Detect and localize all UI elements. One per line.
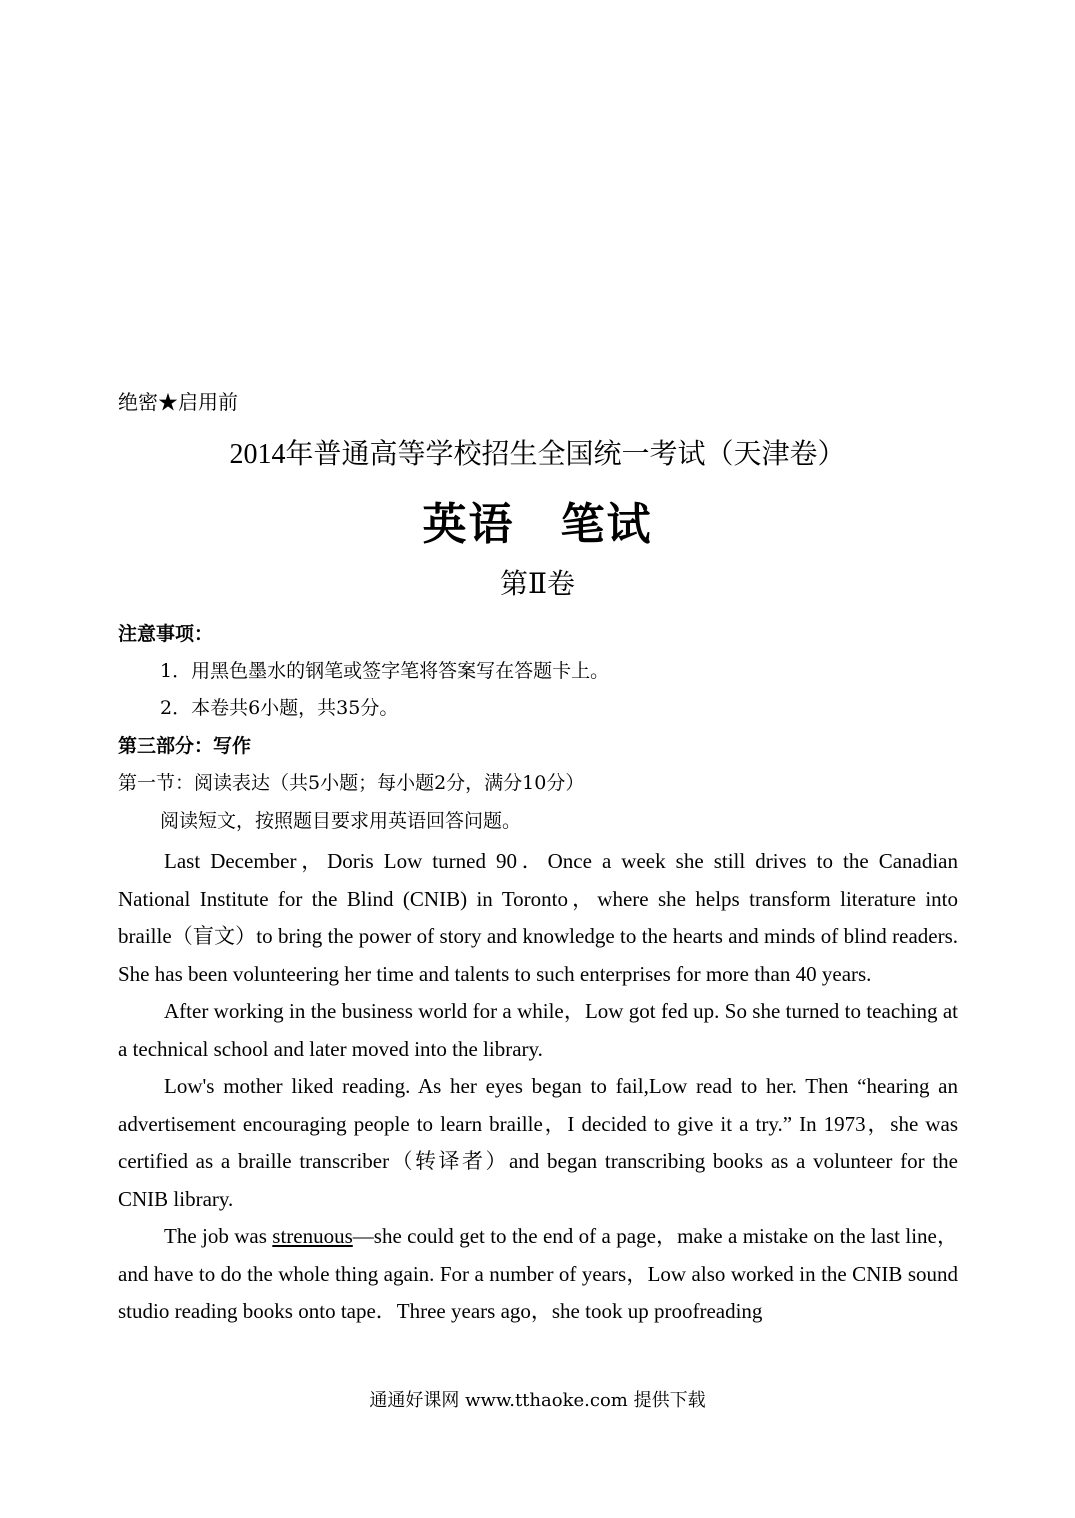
- paragraph-text: The job was: [164, 1224, 273, 1248]
- part-heading: 第三部分：写作: [118, 735, 252, 757]
- subject-title: 英语 笔试: [422, 499, 653, 550]
- passage-paragraph: Last December，Doris Low turned 90．Once a week she still drives to the Canadian National Institute for the Blind (CNIB) in Toronto，where she helps transform literature into braille（盲文）to bring the power of story and knowledge to the hearts and minds of blind readers. She has been volunteering her time and talents to such enterprises for more than 40 years.: [118, 849, 958, 986]
- page-footer: 通通好课网 www.tthaoke.com 提供下载: [369, 1390, 706, 1411]
- section-heading: 第一节：阅读表达（共5小题；每小题2分，满分10分）: [118, 772, 585, 794]
- notice-item: 2．本卷共6小题，共35分。: [160, 697, 399, 719]
- underlined-word: strenuous: [272, 1224, 353, 1248]
- section-instruction: 阅读短文，按照题目要求用英语回答问题。: [160, 810, 522, 832]
- passage-paragraph: Low's mother liked reading. As her eyes began to fail,Low read to her. Then “hearing an advertisement encouraging people to learn braille，I decided to give it a try.” In 1973，she was certified as a braille transcriber（转译者）and began transcribing books as a volunteer for the CNIB library.: [118, 1074, 958, 1211]
- passage-paragraph: [118, 1218, 958, 1331]
- reading-passage: [118, 843, 958, 1331]
- volume-label: 第Ⅱ卷: [499, 567, 576, 600]
- notice-heading: 注意事项：: [118, 623, 214, 645]
- paragraph-text: —she could get to the end of a page，make a mistake on the last line，and have to do the whole thing again. For a number of years，Low also worked in the CNIB sound studio reading books onto tape．Three years ago，she took up proofreading: [118, 1224, 958, 1323]
- notice-item: 1．用黑色墨水的钢笔或签字笔将答案写在答题卡上。: [160, 660, 610, 682]
- secret-label: 绝密★启用前: [118, 390, 238, 414]
- passage-paragraph: After working in the business world for a while，Low got fed up. So she turned to teaching at a technical school and later moved into the library.: [118, 999, 958, 1061]
- exam-title: 2014年普通高等学校招生全国统一考试（天津卷）: [229, 439, 846, 470]
